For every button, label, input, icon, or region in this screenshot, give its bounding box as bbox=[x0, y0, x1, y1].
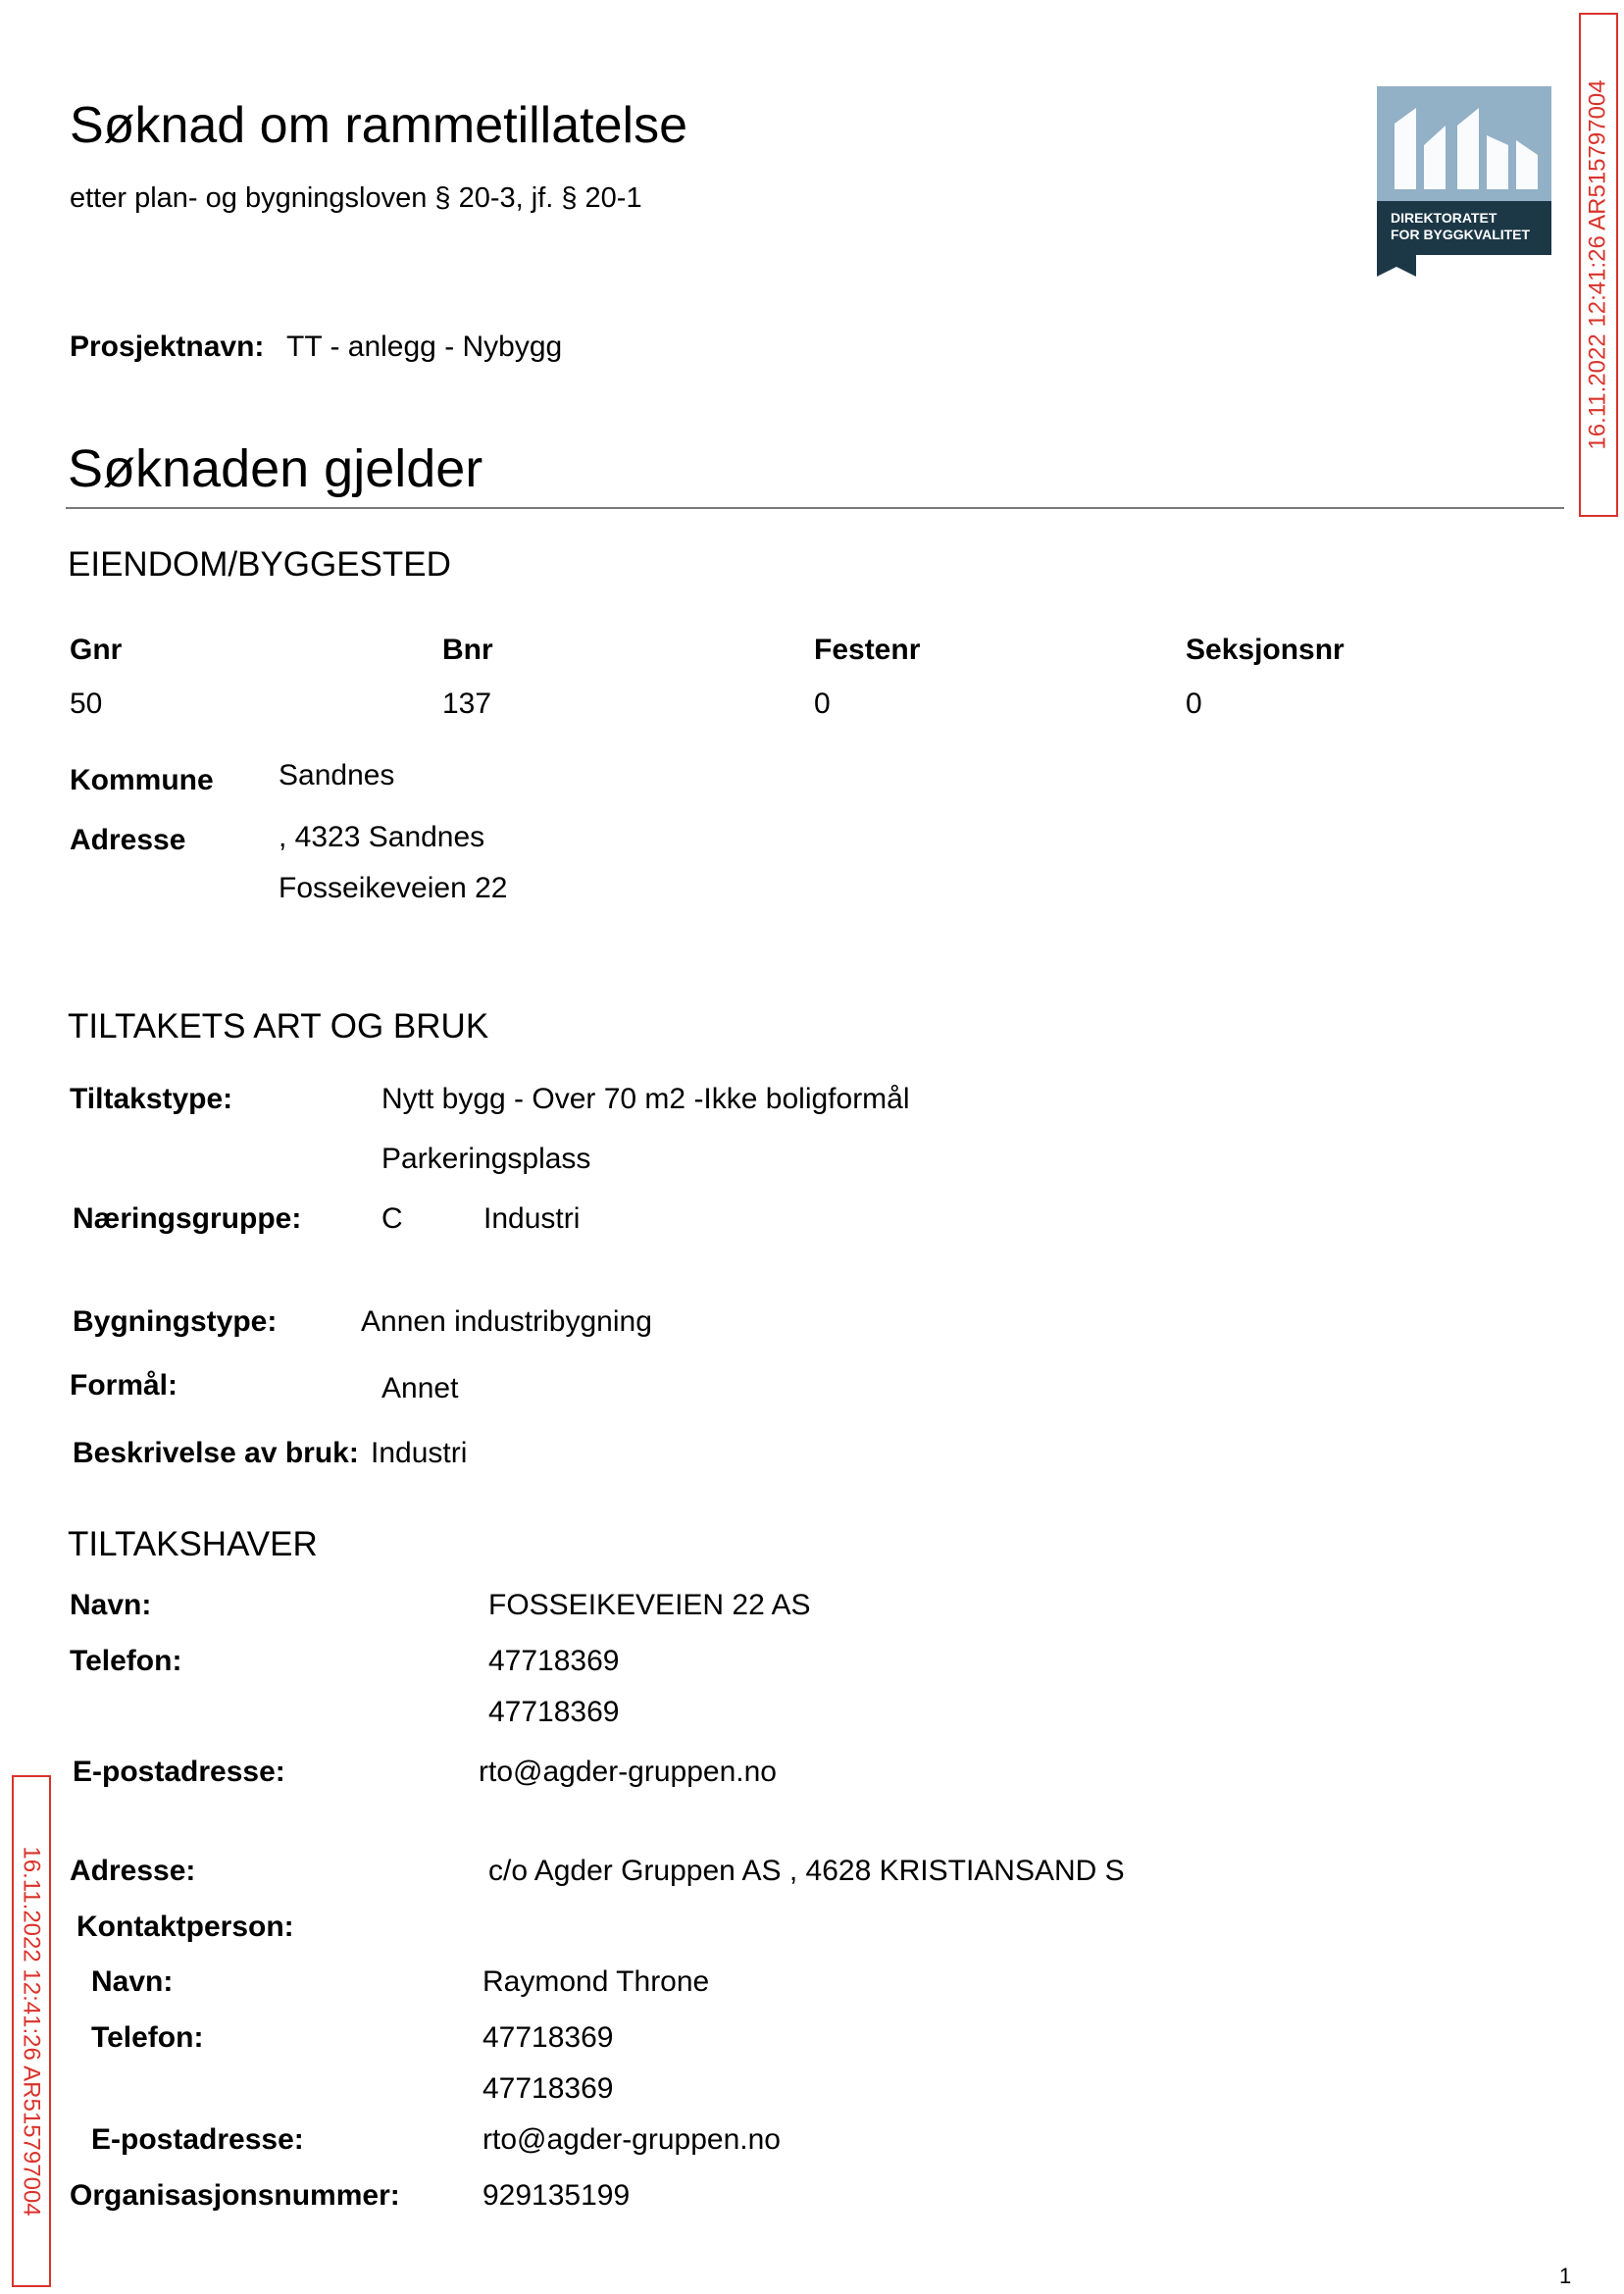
tiltakshaver-telefon-label: Telefon: bbox=[70, 1645, 182, 1677]
naeringsgruppe-code: C bbox=[381, 1202, 403, 1235]
document-subtitle: etter plan- og bygningsloven § 20-3, jf. § 20-1 bbox=[70, 182, 642, 214]
bygningstype-label: Bygningstype: bbox=[73, 1305, 278, 1338]
date-stamp-left bbox=[12, 1775, 51, 2287]
formal-label: Formål: bbox=[70, 1369, 178, 1402]
date-stamp-right bbox=[1579, 13, 1618, 517]
adresse-label: Adresse bbox=[70, 824, 186, 856]
festenr-label: Festenr bbox=[814, 634, 921, 666]
kontakt-navn-label: Navn: bbox=[91, 1965, 174, 1998]
project-name-label: Prosjektnavn: bbox=[70, 331, 265, 363]
adresse-line2: Fosseikeveien 22 bbox=[279, 872, 508, 904]
beskrivelse-value: Industri bbox=[371, 1437, 468, 1469]
logo-text-line2: FOR BYGGKVALITET bbox=[1391, 227, 1531, 242]
kontakt-telefon-value-1: 47718369 bbox=[482, 2021, 614, 2054]
tiltakshaver-telefon-value-2: 47718369 bbox=[488, 1696, 620, 1728]
tiltakshaver-heading: TILTAKSHAVER bbox=[68, 1525, 318, 1563]
formal-value: Annet bbox=[381, 1372, 459, 1404]
tiltakshaver-epost-label: E-postadresse: bbox=[73, 1756, 285, 1788]
date-stamp-left-text: 16.11.2022 12:41:26 AR515797004 bbox=[19, 1846, 45, 2217]
kontakt-epost-value: rto@agder-gruppen.no bbox=[482, 2123, 781, 2156]
kommune-label: Kommune bbox=[70, 764, 214, 796]
bygningstype-value: Annen industribygning bbox=[361, 1305, 652, 1338]
bnr-label: Bnr bbox=[442, 634, 493, 666]
document-title: Søknad om rammetillatelse bbox=[70, 97, 687, 154]
dibk-logo bbox=[1377, 86, 1551, 277]
kontakt-navn-value: Raymond Throne bbox=[482, 1965, 710, 1998]
gnr-label: Gnr bbox=[70, 634, 123, 666]
section-title: Søknaden gjelder bbox=[68, 439, 483, 498]
date-stamp-right-text: 16.11.2022 12:41:26 AR515797004 bbox=[1585, 79, 1611, 450]
tiltakstype-value-1: Nytt bygg - Over 70 m2 -Ikke boligformål bbox=[381, 1083, 910, 1115]
adresse-line1: , 4323 Sandnes bbox=[279, 821, 485, 853]
kontakt-telefon-value-2: 47718369 bbox=[482, 2072, 614, 2105]
kontakt-telefon-label: Telefon: bbox=[91, 2021, 204, 2054]
seksjonsnr-value: 0 bbox=[1186, 688, 1202, 720]
page-number: 1 bbox=[1559, 2264, 1572, 2288]
tiltakshaver-epost-value: rto@agder-gruppen.no bbox=[479, 1756, 777, 1788]
naeringsgruppe-label: Næringsgruppe: bbox=[73, 1202, 302, 1235]
bnr-value: 137 bbox=[442, 688, 492, 720]
section-divider bbox=[66, 507, 1564, 509]
tiltakshaver-navn-label: Navn: bbox=[70, 1589, 152, 1621]
tiltakstype-label: Tiltakstype: bbox=[70, 1083, 233, 1115]
tiltak-heading: TILTAKETS ART OG BRUK bbox=[68, 1007, 489, 1045]
logo-text-line1: DIREKTORATET bbox=[1391, 210, 1497, 226]
kontaktperson-label: Kontaktperson: bbox=[76, 1911, 294, 1943]
kontakt-epost-label: E-postadresse: bbox=[91, 2123, 304, 2156]
orgnr-value: 929135199 bbox=[482, 2179, 631, 2212]
tiltakshaver-telefon-value-1: 47718369 bbox=[488, 1645, 620, 1677]
seksjonsnr-label: Seksjonsnr bbox=[1186, 634, 1345, 666]
orgnr-label: Organisasjonsnummer: bbox=[70, 2179, 400, 2212]
tiltakshaver-adresse-label: Adresse: bbox=[70, 1855, 196, 1887]
gnr-value: 50 bbox=[70, 688, 103, 720]
eiendom-heading: EIENDOM/BYGGESTED bbox=[68, 545, 451, 584]
naeringsgruppe-value: Industri bbox=[483, 1202, 581, 1235]
project-name-value: TT - anlegg - Nybygg bbox=[286, 331, 563, 363]
beskrivelse-label: Beskrivelse av bruk: bbox=[73, 1437, 359, 1469]
tiltakstype-value-2: Parkeringsplass bbox=[381, 1143, 591, 1175]
tiltakshaver-adresse-value: c/o Agder Gruppen AS , 4628 KRISTIANSAND S bbox=[488, 1855, 1125, 1887]
tiltakshaver-navn-value: FOSSEIKEVEIEN 22 AS bbox=[488, 1589, 811, 1621]
festenr-value: 0 bbox=[814, 688, 831, 720]
kommune-value: Sandnes bbox=[279, 759, 395, 791]
